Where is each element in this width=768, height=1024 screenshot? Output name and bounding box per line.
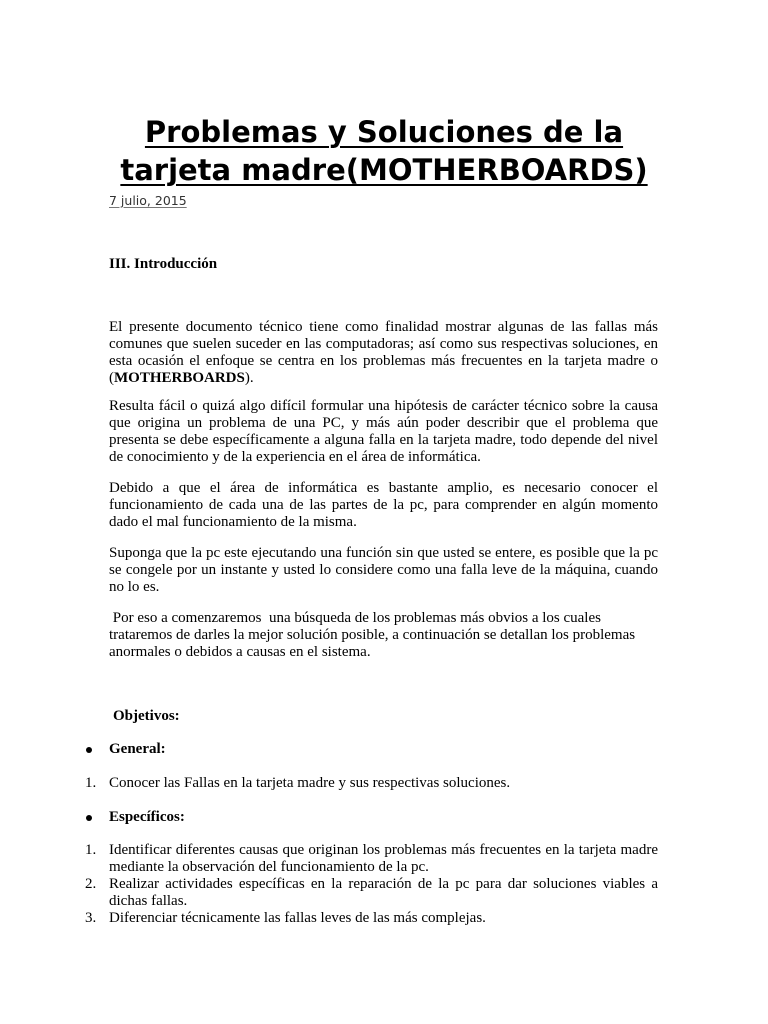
list-item-number: 1.: [85, 775, 97, 791]
title-line-1: Problemas y Soluciones de la: [144, 115, 624, 149]
list-item-number: 3.: [85, 910, 97, 926]
intro-paragraph-1-text: El presente documento técnico tiene como finalidad mostrar algunas de las fallas más comunes que suelen suceder en las computadoras; así como sus respectivas soluciones, en esta ocasión el enfoque se centra en los problemas más frecuentes en la tarjeta madre o (: [109, 319, 658, 386]
motherboards-bold: MOTHERBOARDS: [114, 370, 245, 386]
general-label: General:: [109, 741, 166, 757]
title-line-2: tarjeta madre(MOTHERBOARDS): [120, 153, 648, 187]
bullet-dot-icon: [86, 747, 92, 753]
specific-label: Específicos:: [109, 809, 185, 825]
list-item-text: Identificar diferentes causas que originan los problemas más frecuentes en la tarjeta madre mediante la observación del funcionamiento de la pc.: [109, 842, 658, 875]
list-item-text: Realizar actividades específicas en la reparación de la pc para dar soluciones viables a dichas fallas.: [109, 876, 658, 909]
intro-paragraph-5: Por eso a comenzaremos una búsqueda de los problemas más obvios a los cuales trataremos de darles la mejor solución posible, a continuación se detallan los problemas anormales o debidos a causas en el sistema.: [109, 610, 639, 660]
intro-paragraph-4: Suponga que la pc este ejecutando una función sin que usted se entere, es posible que la pc se congele por un instante y usted lo considere como una falla leve de la máquina, cuando no lo es.: [109, 545, 658, 595]
intro-paragraph-1-end: ).: [244, 370, 254, 386]
list-item-number: 1.: [85, 842, 97, 858]
section-heading: III. Introducción: [109, 256, 218, 272]
list-item-number: 2.: [85, 876, 97, 892]
publish-date-link[interactable]: 7 julio, 2015: [109, 193, 187, 208]
bullet-dot-icon: [86, 815, 92, 821]
list-item-text: Conocer las Fallas en la tarjeta madre y sus respectivas soluciones.: [109, 775, 511, 791]
list-item-text: Diferenciar técnicamente las fallas leves de las más complejas.: [109, 910, 486, 926]
intro-paragraph-3: Debido a que el área de informática es bastante amplio, es necesario conocer el funcionamiento de cada una de las partes de la pc, para comprender en algún momento dado el mal funcionamiento de la misma.: [109, 480, 658, 530]
document-title: [60, 113, 708, 189]
objectives-heading: Objetivos:: [113, 708, 180, 724]
intro-paragraph-1: [109, 319, 658, 387]
intro-paragraph-2: Resulta fácil o quizá algo difícil formular una hipótesis de carácter técnico sobre la causa que origina un problema de una PC, y más aún poder describir que el problema que presenta se debe específicamente a alguna falla en la tarjeta madre, todo depende del nivel de conocimiento y de la experiencia en el área de informática.: [109, 398, 658, 465]
